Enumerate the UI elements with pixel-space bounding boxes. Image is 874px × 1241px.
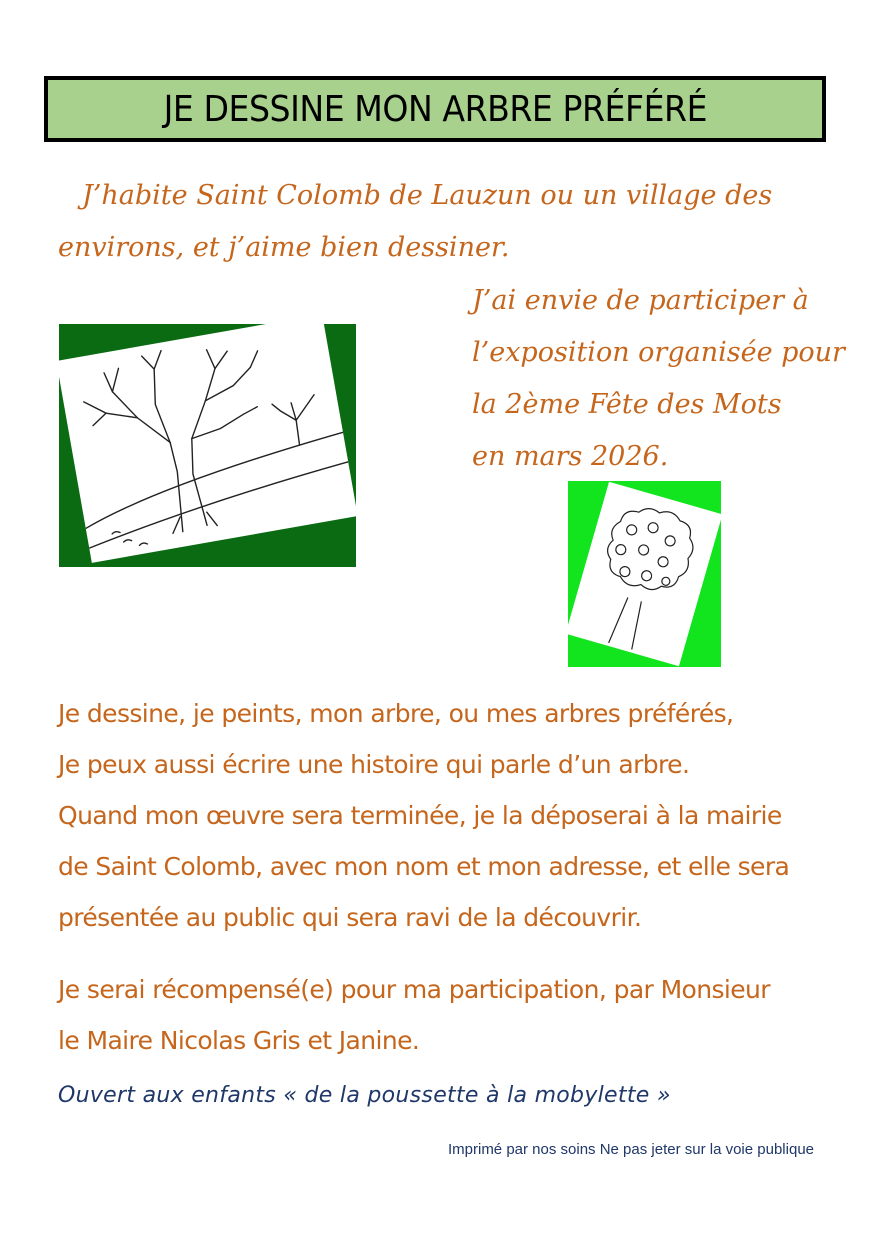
invite-line-4: en mars 2026. [472, 441, 669, 472]
intro-text [58, 170, 838, 274]
description-line-3: Quand mon œuvre sera terminée, je la déposerai à la mairie [58, 801, 782, 830]
invite-text [472, 275, 852, 483]
audience-note: Ouvert aux enfants « de la poussette à la mobylette » [58, 1083, 671, 1108]
reward-paragraph [58, 964, 828, 1066]
invite-line-1: J’ai envie de participer à [472, 285, 809, 316]
description-line-2: Je peux aussi écrire une histoire qui parle d’un arbre. [58, 750, 690, 779]
invite-line-3: la 2ème Fête des Mots [472, 389, 782, 420]
description-line-1: Je dessine, je peints, mon arbre, ou mes arbres préférés, [58, 699, 734, 728]
description-paragraph [58, 688, 828, 943]
description-line-5: présentée au public qui sera ravi de la découvrir. [58, 903, 642, 932]
intro-line-1: J’habite Saint Colomb de Lauzun ou un village des [82, 180, 773, 211]
reward-line-2: le Maire Nicolas Gris et Janine. [58, 1026, 420, 1055]
page-title: JE DESSINE MON ARBRE PRÉFÉRÉ [163, 88, 707, 130]
print-notice: Imprimé par nos soins Ne pas jeter sur la voie publique [447, 1141, 814, 1158]
reward-line-1: Je serai récompensé(e) pour ma participation, par Monsieur [58, 975, 770, 1004]
invite-line-2: l’exposition organisée pour [472, 337, 845, 368]
title-banner [44, 76, 826, 142]
intro-line-2: environs, et j’aime bien dessiner. [58, 232, 510, 263]
description-line-4: de Saint Colomb, avec mon nom et mon adresse, et elle sera [58, 852, 790, 881]
